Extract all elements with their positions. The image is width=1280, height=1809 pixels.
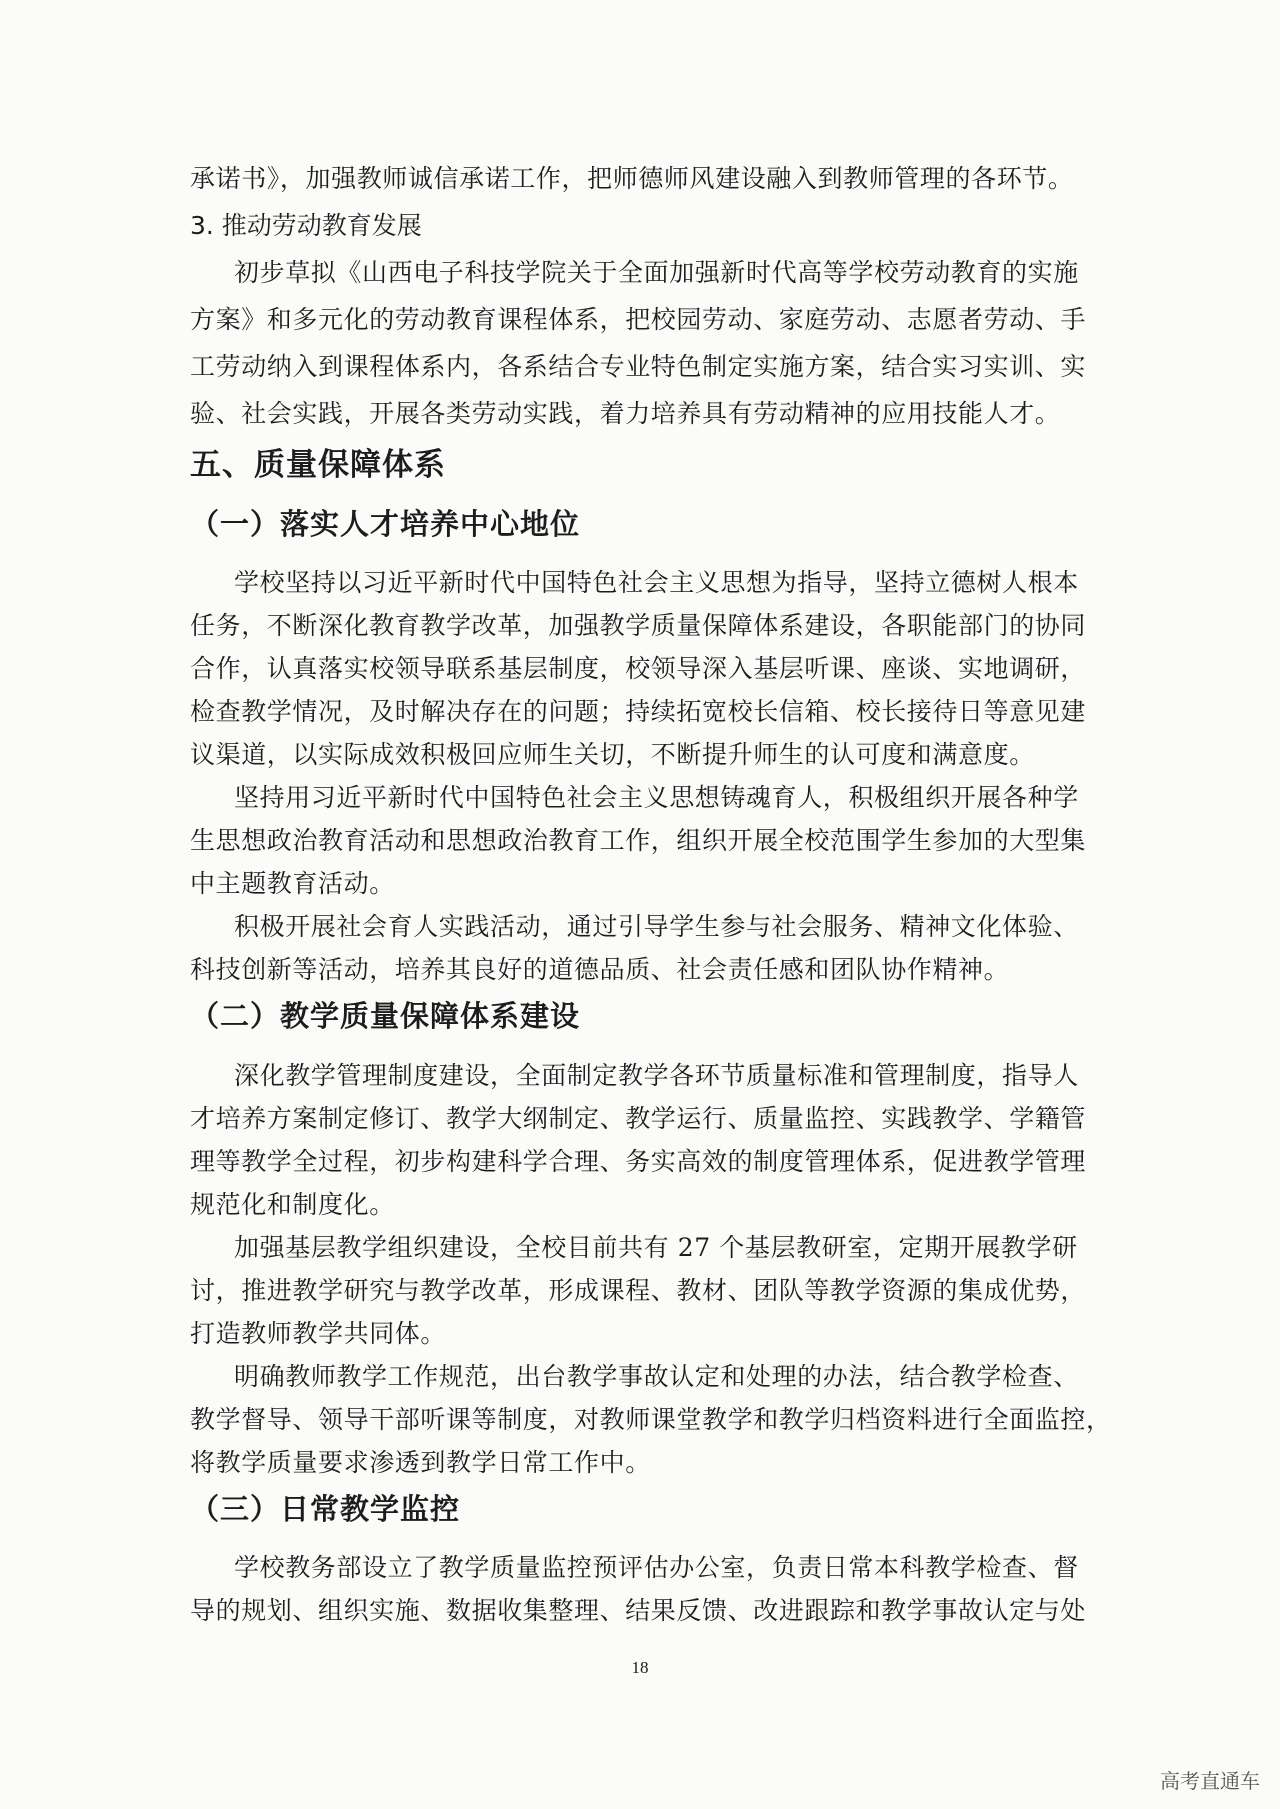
watermark: 高考直通车 (1160, 1769, 1260, 1793)
paragraph-line: 议渠道，以实际成效积极回应师生关切，不断提升师生的认可度和满意度。 (190, 740, 1035, 769)
paragraph-line: 初步草拟《山西电子科技学院关于全面加强新时代高等学校劳动教育的实施 (234, 258, 1079, 287)
page-number: 18 (631, 1658, 649, 1677)
paragraph-line: 中主题教育活动。 (190, 869, 395, 898)
paragraph-line: 承诺书》，加强教师诚信承诺工作，把师德师风建设融入到教师管理的各环节。 (190, 164, 1074, 193)
item-heading: 3. 推动劳动教育发展 (190, 211, 422, 240)
paragraph-line: 方案》和多元化的劳动教育课程体系，把校园劳动、家庭劳动、志愿者劳动、手 (190, 305, 1087, 334)
paragraph-line: 明确教师教学工作规范，出台教学事故认定和处理的办法，结合教学检查、 (234, 1362, 1079, 1391)
paragraph-line: 教学督导、领导干部听课等制度，对教师课堂教学和教学归档资料进行全面监控， (190, 1405, 1112, 1434)
paragraph-line: 学校坚持以习近平新时代中国特色社会主义思想为指导，坚持立德树人根本 (234, 568, 1079, 597)
paragraph-line: 打造教师教学共同体。 (190, 1319, 447, 1348)
subsection-heading: （二）教学质量保障体系建设 (190, 999, 581, 1033)
paragraph-line: 检查教学情况，及时解决存在的问题；持续拓宽校长信箱、校长接待日等意见建 (190, 697, 1087, 726)
paragraph-line: 才培养方案制定修订、教学大纲制定、教学运行、质量监控、实践教学、学籍管 (190, 1104, 1087, 1133)
paragraph-line: 坚持用习近平新时代中国特色社会主义思想铸魂育人，积极组织开展各种学 (234, 783, 1079, 812)
paragraph-line: 验、社会实践，开展各类劳动实践，着力培养具有劳动精神的应用技能人才。 (190, 399, 1061, 428)
paragraph-line: 将教学质量要求渗透到教学日常工作中。 (190, 1448, 651, 1477)
paragraph-line: 合作，认真落实校领导联系基层制度，校领导深入基层听课、座谈、实地调研， (190, 654, 1087, 683)
section-heading: 五、质量保障体系 (190, 447, 446, 483)
paragraph-line: 积极开展社会育人实践活动，通过引导学生参与社会服务、精神文化体验、 (234, 912, 1079, 941)
paragraph-line: 学校教务部设立了教学质量监控预评估办公室，负责日常本科教学检查、督 (234, 1553, 1079, 1582)
paragraph-line: 导的规划、组织实施、数据收集整理、结果反馈、改进跟踪和教学事故认定与处 (190, 1596, 1087, 1625)
paragraph-line: 生思想政治教育活动和思想政治教育工作，组织开展全校范围学生参加的大型集 (190, 826, 1087, 855)
subsection-heading: （一）落实人才培养中心地位 (190, 507, 581, 541)
paragraph-line: 规范化和制度化。 (190, 1190, 395, 1219)
paragraph-line: 加强基层教学组织建设，全校目前共有 27 个基层教研室，定期开展教学研 (234, 1233, 1078, 1262)
paragraph-line: 讨，推进教学研究与教学改革，形成课程、教材、团队等教学资源的集成优势， (190, 1276, 1087, 1305)
paragraph-line: 深化教学管理制度建设，全面制定教学各环节质量标准和管理制度，指导人 (234, 1061, 1079, 1090)
subsection-heading: （三）日常教学监控 (190, 1492, 461, 1526)
paragraph-line: 任务，不断深化教育教学改革，加强教学质量保障体系建设，各职能部门的协同 (190, 611, 1087, 640)
paragraph-line: 工劳动纳入到课程体系内，各系结合专业特色制定实施方案，结合实习实训、实 (190, 352, 1087, 381)
paragraph-line: 科技创新等活动，培养其良好的道德品质、社会责任感和团队协作精神。 (190, 955, 1010, 984)
paragraph-line: 理等教学全过程，初步构建科学合理、务实高效的制度管理体系，促进教学管理 (190, 1147, 1087, 1176)
